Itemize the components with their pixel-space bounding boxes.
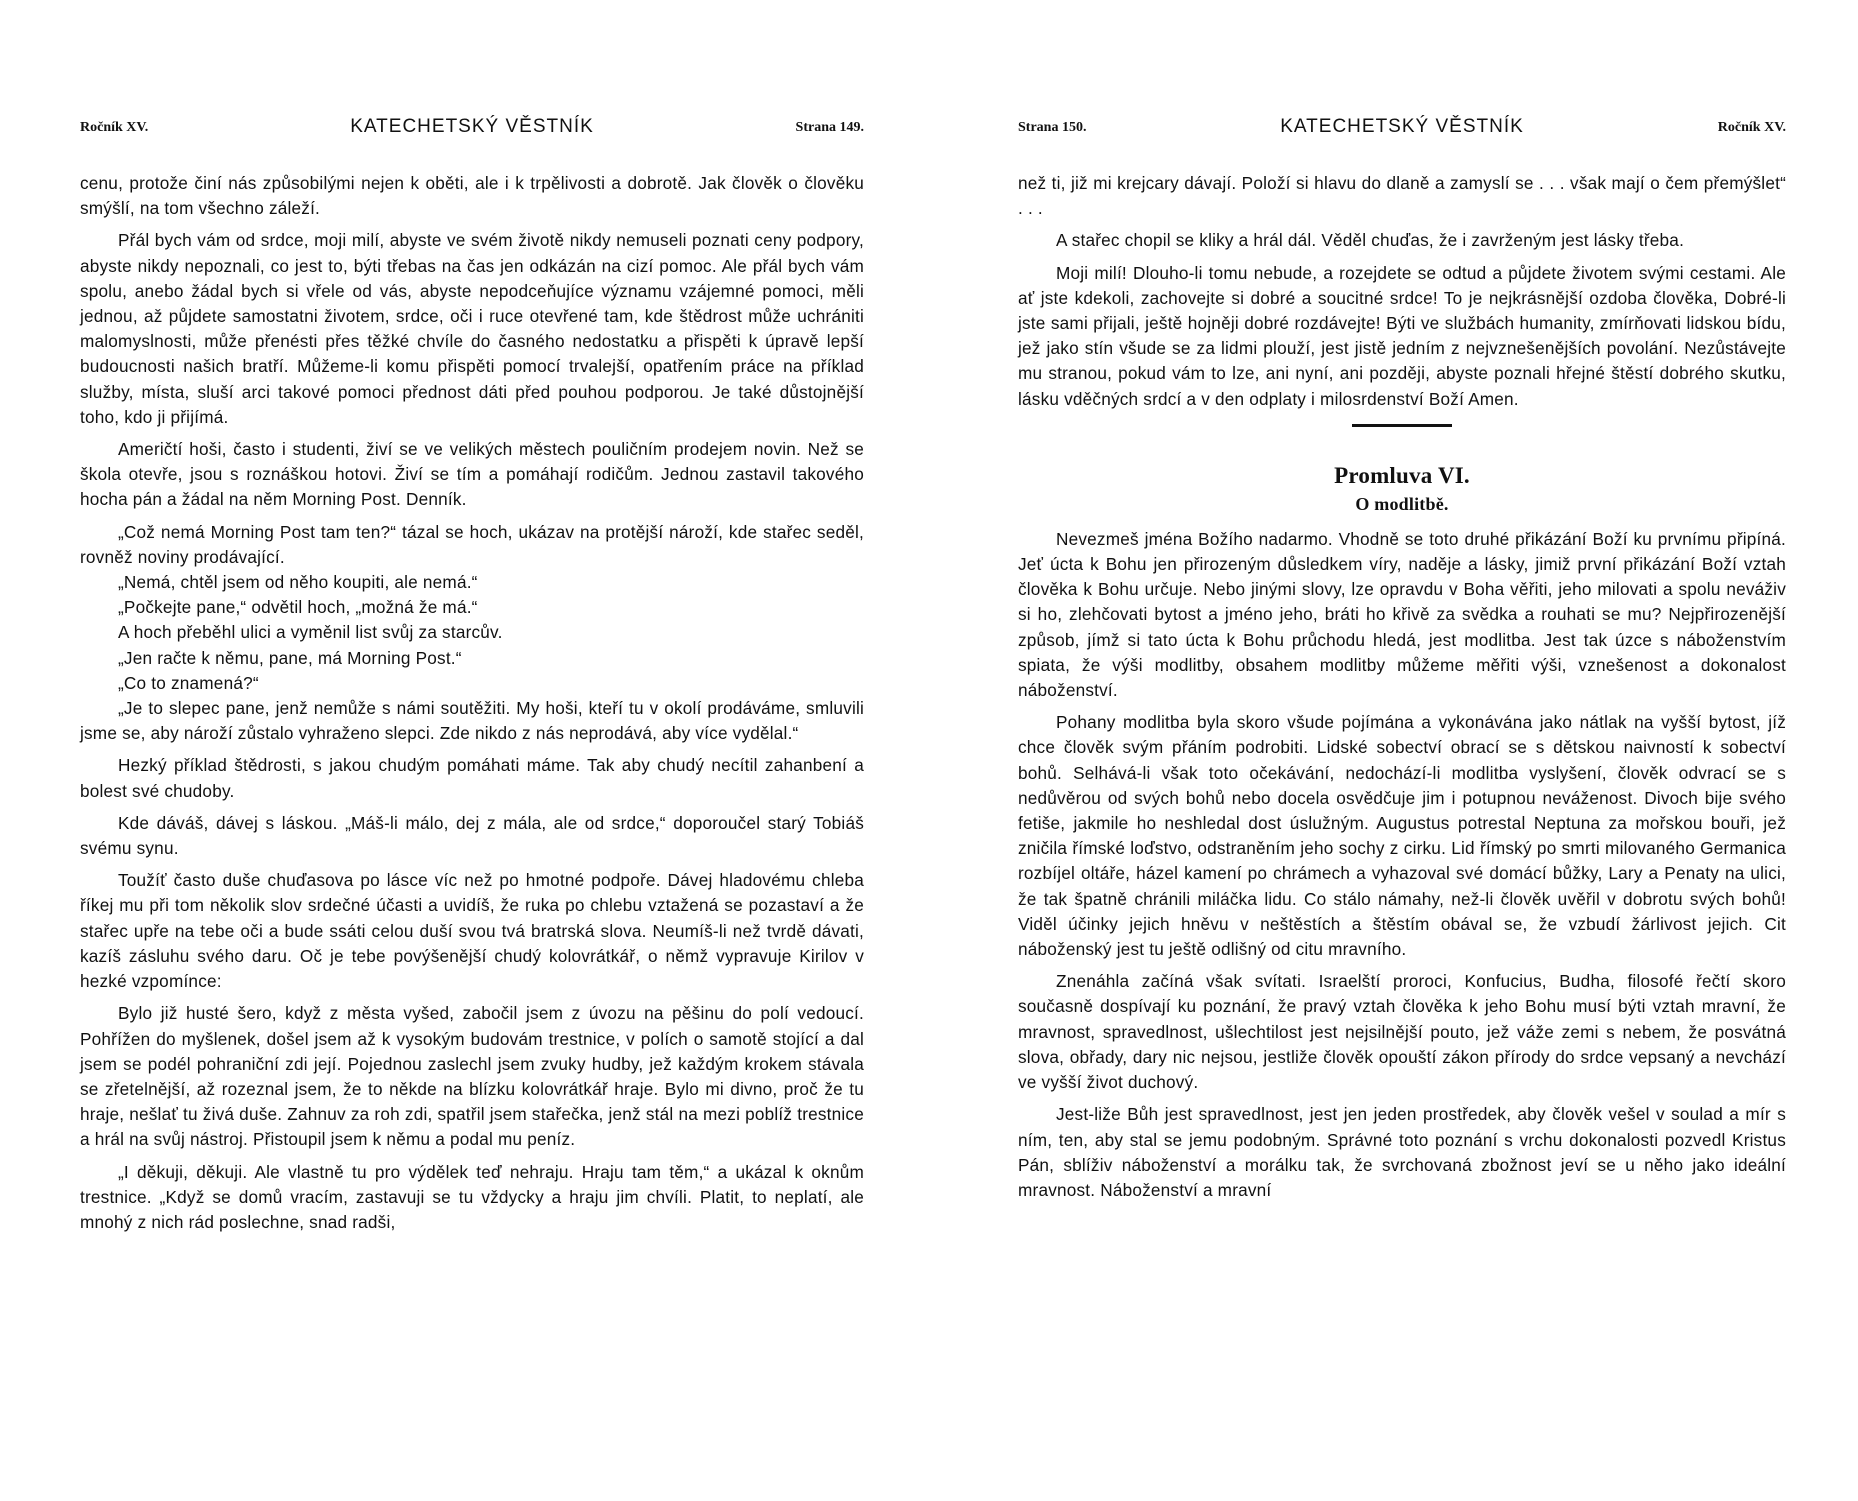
paragraph: „Je to slepec pane, jenž nemůže s námi soutěžiti. My hoši, kteří tu v okolí prodáváme, smluvili jsme se, aby nároží zůstalo vyhraženo slepci. Zde nikdo z nás neprodává, aby více vydělal.“ [80,698,864,744]
left-journal-title: KATECHETSKÝ VĚSTNÍK [350,116,594,137]
left-body-text [80,171,864,1242]
right-volume-label: Ročník XV. [1717,120,1786,135]
paragraph: A hoch přeběhl ulici a vyměnil list svůj za starcův. [118,622,503,643]
paragraph: „I děkuji, děkuji. Ale vlastně tu pro výdělek teď nehraju. Hraju tam těm,“ a ukázal k oknům trestnice. „Když se domů vracím, zastavuji se tu vždycky a hraju jim chvíli. Platit, to neplatí, ale mnohý z nich rád poslechne, snad radši, [80,1161,864,1232]
right-running-head [1018,116,1786,146]
paragraph: Moji milí! Dlouho-li tomu nebude, a rozejdete se odtud a půjdete životem svými cestami. Ale ať jste kdekoli, zachovejte si dobré a soucitné srdce! To je nejkrásnější ozdoba člověka, Dobré-li jste sami přijali, ještě hojněji dobré rozdávejte! Býti ve službách humanity, zmírňovati lidskou bídu, jež jako stín všude se za lidmi plouží, jest jistě jedním z nejvznešenějších povolání. Nezůstávejte mu stranou, pokud vám to lze, ani nyní, ani později, abyste poznali hřejné štěstí dobrého skutku, lásku vděčných srdcí a v den odplaty i milosrdenství Boží Amen. [1018,262,1786,409]
left-page [80,0,864,1501]
paragraph: „Jen račte k němu, pane, má Morning Post.“ [118,647,462,668]
right-page-number: Strana 150. [1018,120,1087,135]
right-body-text [1018,171,1786,1210]
section-divider [1352,424,1452,427]
paragraph: cenu, protože činí nás způsobilými nejen k oběti, ale i k trpělivosti a dobrotě. Jak člověk o člověku smýšlí, na tom všechno záleží. [80,173,864,219]
paragraph: „Nemá, chtěl jsem od něho koupiti, ale nemá.“ [118,572,478,593]
paragraph: Toužíť často duše chuďasova po lásce víc než po hmotné podpoře. Dávej hladovému chleba říkej mu při tom několik slov srdečné účasti a uvidíš, že ruka po chlebu vztažená se pozastaví a že stařec upře na tebe oči a bude ssáti celou duší svou tvá bratrská slova. Neumíš-li než tvrdě dávati, kazíš zásluhu svého daru. Oč je tebe povýšenější chudý kolovrátkář, o němž vypravuje Kirilov v hezké vzpomínce: [80,870,864,992]
right-page [1018,0,1786,1501]
paragraph: Pohany modlitba byla skoro všude pojímána a vykonávána jako nátlak na vyšší bytost, jíž chce člověk svým přáním podrobiti. Lidské sobectví obrací se s dětskou naivností k sobectví bohů. Selhává-li však toto očekávání, nedochází-li modlitba vyslyšení, člověk odvrací se s nedůvěrou od svých bohů nebo docela osvědčuje jim i potupnou neváženost. Divoch bije svého fetiše, jakmile ho neshledal dost úslužným. Augustus potrestal Neptuna za mořskou bouři, jež zničila římské loďstvo, odstraněním jeho sochy z cirku. Lid římský po smrti milovaného Germanica rozbíjel oltáře, házel kamení po chrámech a vyhazoval své domácí bůžky, Lary a Penaty na ulici, že tak špatně chránili miláčka lidu. Co stálo námahy, než-li člověk uvěřil v dobrotu svých bohů! Viděl účinky jejich hněvu v neštěstích a štěstím obával se, že vzbudí žárlivost jejich. Cit náboženský jest tu ještě odlišný od citu mravního. [1018,712,1786,960]
left-volume-label: Ročník XV. [80,120,149,135]
paragraph: Znenáhla začíná však svítati. Israelští proroci, Konfucius, Budha, filosofé řečtí skoro současně dospívají ku poznání, že pravý vztah člověka k jeho Bohu musí býti vztah mravní, že mravnost, spravedlnost, ušlechtilost jest nejsilnější pouto, jež váže zemi s nebem, že posvátná slova, obřady, dary nic nejsou, jestliže člověk opouští zákon přírody do srdce vepsaný a nevchází ve vyšší život duchový. [1018,971,1786,1093]
paragraph: „Což nemá Morning Post tam ten?“ tázal se hoch, ukázav na protější nároží, kde stařec seděl, rovněž noviny prodávající. [80,521,864,567]
paragraph: Bylo již husté šero, když z města vyšed, zabočil jsem z úvozu na pěšinu do polí vedoucí. Pohřížen do myšlenek, došel jsem až k vysokým budovám trestnice, v polích o samotě stojící a dal jsem se podél pohraniční zdi její. Pojednou zaslechl jsem zvuky hudby, jež každým krokem stávala se zřetelnější, až rozeznal jsem, že to někde na blízku kolovrátkář hraje. Bylo mi divno, proč že tu hraje, nešlať tu živá duše. Zahnuv za roh zdi, spatřil jsem stařečka, jenž stál na mezi poblíž trestnice a hrál na svůj nástroj. Přistoupil jsem k němu a podal mu peníz. [80,1003,864,1150]
paragraph: Hezký příklad štědrosti, s jakou chudým pomáhati máme. Tak aby chudý necítil zahanbení a bolest své chudoby. [80,755,864,801]
paragraph: Jest-liže Bůh jest spravedlnost, jest jen jeden prostředek, aby člověk vešel v soulad a mír s ním, ten, aby stal se jemu podobným. Správné toto poznání s vrchu dokonalosti pozvedl Kristus Pán, sblíživ náboženství a morálku tak, že svrchovaná zbožnost jeví se u něho jako ideální mravnost. Náboženství a mravní [1018,1104,1786,1200]
paragraph: A stařec chopil se kliky a hrál dál. Věděl chuďas, že i zavrženým jest lásky třeba. [1056,230,1685,251]
left-running-head [80,116,864,146]
section-subtitle: O modlitbě. [1355,493,1449,514]
paragraph: „Co to znamená?“ [118,672,259,693]
paragraph: Kde dáváš, dávej s láskou. „Máš-li málo, dej z mála, ale od srdce,“ doporoučel starý Tobiáš svému synu. [80,812,864,859]
paragraph: Přál bych vám od srdce, moji milí, abyste ve svém životě nikdy nemuseli poznati ceny podpory, abyste nikdy nepoznali, co jest to, býti třebas na čas jen odkázán na cizí pomoc. Ale přál bych vám spolu, anebo žádal bych si vřele od vás, abyste nepodceňujíce významu vzájemné pomoci, měli jednou, až půjdete samostatni životem, srdce, oči i ruce otevřené tam, kde štědrost může uchrániti malomyslnosti, může přenésti přes těžké chvíle do časného nedostatku a přispěti k úpravě lepší budoucnosti našich bratří. Můžeme-li komu přispěti pomocí trvalejší, opatřením práce na příklad služby, místa, sluší arci takové pomoci přednost dáti před pouhou podporou. Je také důstojnější toho, kdo ji přijímá. [80,230,864,427]
right-journal-title: KATECHETSKÝ VĚSTNÍK [1280,116,1524,137]
paragraph: Nevezmeš jména Božího nadarmo. Vhodně se toto druhé přikázání Boží ku prvnímu připíná. Jeť úcta k Bohu jen přirozeným důsledkem víry, naděje a lásky, jimiž první přikázání Boží vztah člověka k Bohu určuje. Nebo jinými slovy, lze opravdu v Boha věřiti, jeho milovati a spolu neváživ si ho, zlehčovati bytost a jméno jeho, bráti ho křivě za svědka a rouhati se mu? Nejpřirozenější způsob, jímž si tato úcta k Bohu průchodu hledá, jest modlitba. Jest tak úzce s náboženstvím spiata, že výši modlitby, obsahem modlitby můžeme měřiti výši, vznešenost a dokonalost náboženství. [1018,528,1786,701]
section-title: Promluva VI. [1334,462,1470,488]
paragraph: „Počkejte pane,“ odvětil hoch, „možná že má.“ [118,597,478,618]
paragraph: Američtí hoši, často i studenti, živí se ve velikých městech pouličním prodejem novin. Než se škola otevře, jsou s roznáškou hotovi. Živí se tím a pomáhají rodičům. Jednou zastavil takového hocha pán a žádal na něm Morning Post. Denník. [80,439,864,510]
paragraph: než ti, již mi krejcary dávají. Položí si hlavu do dlaně a zamyslí se . . . však mají o čem přemýšlet“ . . . [1018,173,1786,219]
left-page-number: Strana 149. [795,120,864,135]
